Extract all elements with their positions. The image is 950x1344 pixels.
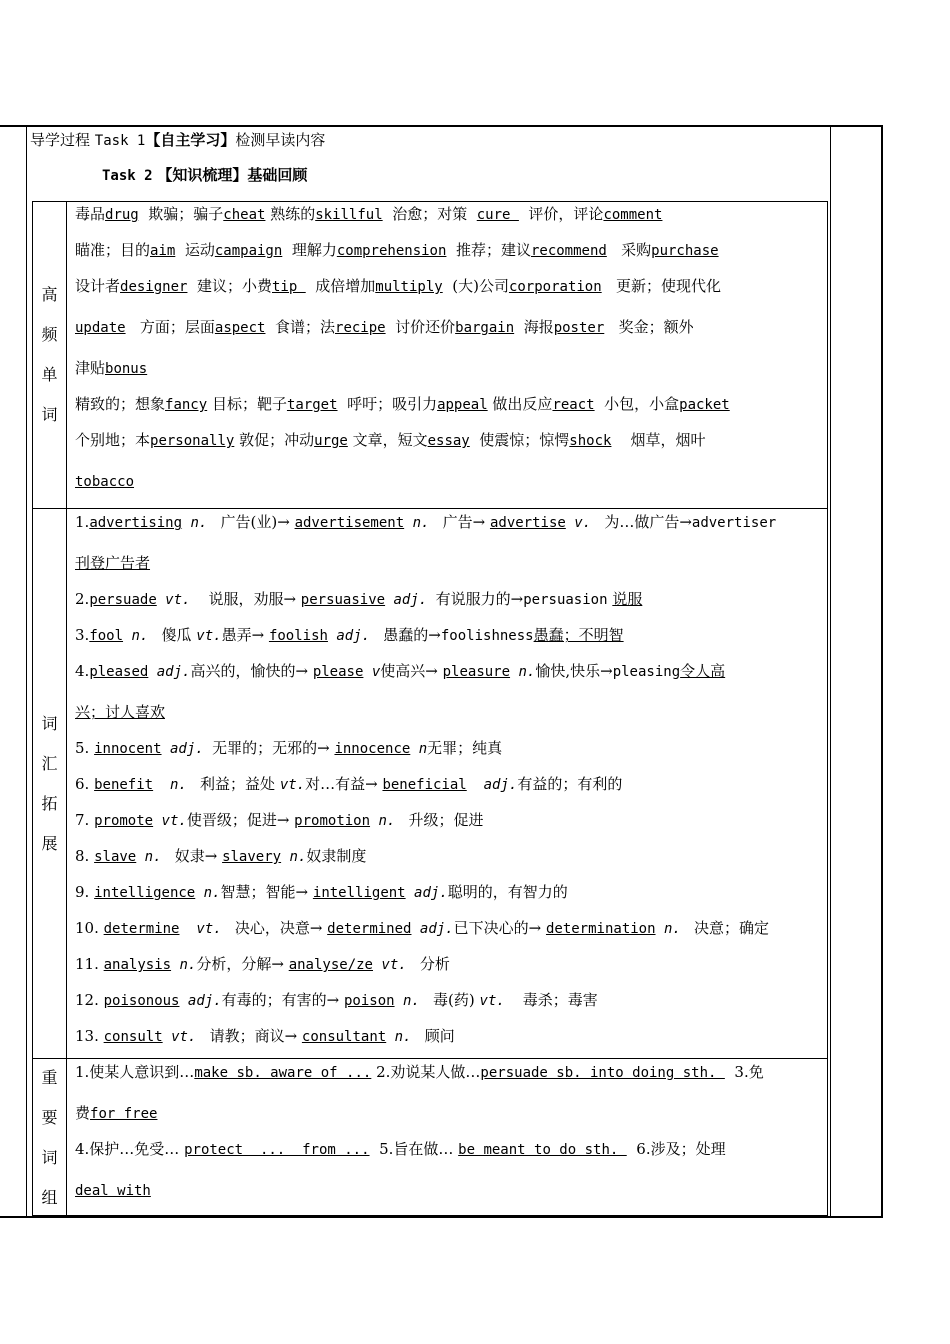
prompt-text: advertiser [691, 515, 777, 531]
answer-text: benefit [94, 777, 154, 793]
answer-text: persuade sb. into doing sth. [480, 1065, 725, 1081]
prompt-text: 11. [75, 955, 104, 973]
answer-text: cheat [223, 207, 266, 223]
answer-text: urge [314, 433, 348, 449]
section-label [33, 1059, 67, 1216]
content-line [75, 204, 821, 225]
prompt-text: v [363, 664, 381, 680]
prompt-text: 推荐；建议 [446, 241, 531, 259]
answer-text: recommend [530, 243, 607, 259]
prompt-text: vt. [162, 1029, 205, 1045]
prompt-text: 广告→ [437, 513, 490, 531]
section-key-phrases [33, 1058, 827, 1216]
answer-text: tobacco [75, 474, 135, 490]
answer-text: advertise [489, 515, 566, 531]
section-label-char: 词 [41, 405, 58, 424]
prompt-text: 使震惊；惊愕 [469, 431, 570, 449]
section-high-frequency-words [33, 202, 827, 508]
section-label-char: 单 [41, 365, 58, 384]
prompt-text: 6. [75, 775, 95, 793]
answer-text: promotion [294, 813, 371, 829]
prompt-text: vt. [373, 957, 416, 973]
prompt-text: n. [510, 664, 536, 680]
prompt-text: 海报 [514, 318, 554, 336]
prompt-text: 食谱；法 [265, 318, 336, 336]
prompt-text: 8. [75, 847, 95, 865]
prompt-text: 津贴 [75, 359, 106, 377]
content-line [75, 774, 821, 795]
content-line [75, 1026, 821, 1047]
section-label [33, 202, 67, 508]
content-line [75, 990, 821, 1011]
answer-text: determined [327, 921, 412, 937]
task-1-desc: 检测早读内容 [235, 131, 326, 149]
answer-text: multiply [375, 279, 443, 295]
prompt-text: 无罪；纯真 [427, 739, 503, 757]
answer-text: persuasive [300, 592, 386, 608]
prompt-text: 9. [75, 883, 95, 901]
answer-text: comment [603, 207, 663, 223]
prompt-text: 费 [75, 1104, 91, 1122]
content-line [75, 702, 821, 722]
prompt-text: 治愈；对策 [382, 205, 477, 223]
prompt-text: 分析 [415, 955, 450, 973]
answer-text: skillful [315, 207, 383, 223]
answer-text: update [75, 320, 126, 336]
answer-text: intelligence [94, 885, 196, 901]
prompt-text: 奖金；额外 [604, 318, 694, 336]
prompt-text: 广告(业)→ [215, 513, 295, 531]
prompt-text: 建议；小费 [187, 277, 272, 295]
prompt-text: n. [182, 515, 216, 531]
prompt-text: 方面；层面 [125, 318, 215, 336]
section-label-char: 汇 [41, 754, 58, 773]
prompt-text: 4. [75, 662, 90, 680]
content-line [75, 882, 821, 903]
content-line [75, 846, 821, 867]
answer-text: protect ... from ... [184, 1142, 370, 1158]
prompt-text: vt. [156, 592, 199, 608]
section-label-char: 高 [41, 285, 58, 304]
prompt-text: 6.涉及；处理 [626, 1140, 726, 1158]
answer-text: poisonous [103, 993, 180, 1009]
prompt-text: 愚蠢的→ [378, 626, 441, 644]
content-line [75, 1180, 821, 1201]
prompt-text: 已下决心的→ [453, 919, 546, 937]
prompt-text: n [410, 741, 428, 757]
prompt-text: (大)公司 [442, 277, 509, 295]
prompt-text: 利益；益处 [195, 775, 280, 793]
prompt-text: 小包，小盒 [594, 395, 680, 413]
section-label-char: 展 [41, 834, 58, 853]
answer-text: fool [89, 628, 124, 644]
answer-text: be meant to do sth. [458, 1142, 627, 1158]
prompt-text: 欺骗；骗子 [138, 205, 224, 223]
prompt-text: 3.免 [724, 1063, 764, 1081]
answer-text: 令人高 [680, 662, 726, 680]
prompt-text: 7. [75, 811, 95, 829]
answer-text: appeal [437, 397, 488, 413]
prompt-text: 愉快,快乐→ [535, 662, 613, 680]
answer-text: 兴；讨人喜欢 [75, 703, 166, 721]
prompt-text: 说服，劝服→ [198, 590, 301, 608]
answer-text: packet [679, 397, 730, 413]
content-line [75, 918, 821, 939]
prompt-text: 做出反应 [487, 395, 553, 413]
answer-text: aim [150, 243, 176, 259]
answer-text: analysis [103, 957, 172, 973]
content-line [75, 358, 821, 379]
prompt-text: 决意；确定 [689, 919, 770, 937]
prompt-text: 烟草，烟叶 [611, 431, 706, 449]
answer-text: pleasure [442, 664, 511, 680]
prompt-text: 讨价还价 [385, 318, 456, 336]
answer-text: corporation [508, 279, 602, 295]
answer-text: target [286, 397, 338, 413]
answer-text: determination [545, 921, 656, 937]
prompt-text: 个别地；本 [75, 431, 151, 449]
prompt-text: foolishness [440, 628, 534, 644]
answer-text: advertisement [294, 515, 405, 531]
lesson-table [0, 125, 883, 1218]
prompt-text: 对…有益→ [305, 775, 383, 793]
task-1-label: Task 1 [94, 133, 146, 149]
answer-text: 说服 [612, 590, 643, 608]
content-line [75, 240, 821, 261]
prompt-text: 毒杀；毒害 [513, 991, 598, 1009]
answer-text: analyse/ze [288, 957, 373, 973]
prompt-text: 顾问 [419, 1027, 455, 1045]
content-line [75, 589, 821, 610]
section-label-char: 要 [41, 1107, 58, 1127]
prompt-text: 3. [75, 626, 90, 644]
content-line [75, 661, 821, 682]
prompt-text: 请教；商议→ [204, 1027, 302, 1045]
right-column-divider [830, 127, 831, 1216]
content-line [75, 512, 821, 533]
answer-text: slavery [222, 849, 282, 865]
prompt-text: 为…做广告→ [599, 513, 692, 531]
prompt-text: v. [565, 515, 600, 531]
prompt-text: pleasing [612, 664, 681, 680]
section-label [33, 509, 67, 1059]
prompt-text: 愚弄→ [221, 626, 269, 644]
content-line [75, 317, 821, 338]
answer-text: personally [150, 433, 235, 449]
answer-text: shock [569, 433, 612, 449]
answer-text: for free [90, 1106, 158, 1122]
prompt-text: vt. [279, 777, 306, 793]
prompt-text: 2. [75, 590, 90, 608]
prompt-text: 瞄准；目的 [75, 241, 151, 259]
task-1-title: 【自主学习】 [145, 131, 236, 149]
prompt-text: n. [281, 849, 307, 865]
prompt-text: 傻瓜 [156, 626, 197, 644]
answer-text: bonus [105, 361, 148, 377]
answer-text: aspect [214, 320, 266, 336]
prompt-text: n. [386, 1029, 420, 1045]
prompt-text: vt. [179, 921, 231, 937]
content-line [75, 1103, 821, 1124]
prompt-text: 设计者 [75, 277, 121, 295]
answer-text: innocence [334, 741, 411, 757]
prompt-text: n. [123, 628, 157, 644]
section-label-char: 组 [41, 1187, 58, 1207]
answer-text: purchase [651, 243, 719, 259]
prompt-text: 2.劝说某人做… [371, 1063, 481, 1081]
answer-text: comprehension [336, 243, 447, 259]
content-line [75, 553, 821, 573]
answer-text: deal with [75, 1183, 151, 1199]
prompt-text: 有毒的；有害的→ [221, 991, 344, 1009]
prompt-text: 更新；使现代化 [601, 277, 721, 295]
section-label-char: 频 [41, 325, 58, 344]
answer-text: make sb. aware of ... [194, 1065, 372, 1081]
prompt-text: 目标；靶子 [207, 395, 287, 413]
prompt-text: adj. [327, 628, 379, 644]
prompt-text: n. [404, 515, 438, 531]
section-content [75, 1059, 821, 1216]
prompt-text: 有益的；有利的 [517, 775, 623, 793]
prompt-text: n. [171, 957, 197, 973]
header-guide-label: 导学过程 [30, 131, 95, 149]
answer-text: bargain [455, 320, 515, 336]
prompt-text: 1.使某人意识到… [75, 1063, 195, 1081]
prompt-text: persuasion [523, 592, 608, 608]
content-line [75, 471, 821, 492]
prompt-text: 有说服力的→ [435, 590, 524, 608]
prompt-text: 使高兴→ [380, 662, 443, 680]
prompt-text: 5.旨在做… [369, 1140, 459, 1158]
content-line [75, 1139, 821, 1160]
answer-text: promote [94, 813, 154, 829]
header-line-2 [102, 164, 307, 185]
prompt-text: n. [153, 777, 196, 793]
prompt-text: vt. [196, 628, 222, 644]
section-label-char: 拓 [41, 794, 58, 813]
section-vocabulary-expansion [33, 508, 827, 1059]
prompt-text: 采购 [606, 241, 652, 259]
prompt-text: n. [655, 921, 690, 937]
prompt-text: 毒(药) [428, 991, 480, 1009]
answer-text: campaign [214, 243, 283, 259]
answer-text: slave [94, 849, 137, 865]
prompt-text: adj. [179, 993, 222, 1009]
prompt-text: 5. [75, 739, 95, 757]
answer-text: tip [272, 279, 306, 295]
header-line-1 [30, 129, 325, 150]
answer-text: 愚蠢；不明智 [533, 626, 624, 644]
section-content [75, 202, 821, 508]
left-column-divider [26, 127, 27, 1216]
prompt-text: 聪明的，有智力的 [447, 883, 568, 901]
prompt-text: n. [370, 813, 404, 829]
answer-text: poison [343, 993, 395, 1009]
content-line [75, 276, 821, 297]
prompt-text: 评价，评论 [518, 205, 604, 223]
prompt-text: adj. [466, 777, 518, 793]
prompt-text: adj. [405, 885, 448, 901]
content-line [75, 738, 821, 759]
prompt-text: adj. [161, 741, 213, 757]
answer-text: designer [120, 279, 188, 295]
answer-text: recipe [335, 320, 386, 336]
prompt-text: 成倍增加 [305, 277, 376, 295]
prompt-text: n. [136, 849, 170, 865]
prompt-text: n. [195, 885, 221, 901]
prompt-text: 1. [75, 513, 90, 531]
answer-text: foolish [268, 628, 328, 644]
prompt-text: 4.保护…免受… [75, 1140, 185, 1158]
section-label-char: 词 [41, 1147, 58, 1167]
answer-text: poster [553, 320, 605, 336]
prompt-text: 智慧；智能→ [220, 883, 313, 901]
prompt-text: vt. [153, 813, 187, 829]
answer-text: beneficial [382, 777, 467, 793]
answer-text: pleased [89, 664, 149, 680]
prompt-text: 熟练的 [265, 205, 316, 223]
prompt-text: 理解力 [282, 241, 337, 259]
prompt-text: 运动 [175, 241, 215, 259]
prompt-text: 精致的；想象 [75, 395, 166, 413]
prompt-text: 奴隶→ [169, 847, 223, 865]
prompt-text: 使晋级；促进→ [186, 811, 295, 829]
task-2-title: 【知识梳理】基础回顾 [157, 166, 308, 184]
prompt-text: 无罪的；无邪的→ [212, 739, 335, 757]
prompt-text: adj. [411, 921, 454, 937]
answer-text: drug [105, 207, 139, 223]
prompt-text: 奴隶制度 [306, 847, 367, 865]
content-line [75, 810, 821, 831]
prompt-text: 敦促；冲动 [234, 431, 315, 449]
answer-text: persuade [89, 592, 157, 608]
prompt-text: adj. [385, 592, 436, 608]
prompt-text: 决心，决意→ [230, 919, 328, 937]
prompt-text: n. [394, 993, 429, 1009]
content-line [75, 625, 821, 646]
prompt-text: 呼吁；吸引力 [337, 395, 438, 413]
answer-text: fancy [165, 397, 208, 413]
answer-text: please [312, 664, 364, 680]
answer-text: advertising [89, 515, 183, 531]
content-line [75, 430, 821, 451]
answer-text: cure [476, 207, 519, 223]
prompt-text: vt. [479, 993, 514, 1009]
knowledge-table [32, 201, 828, 1216]
prompt-text: 12. [75, 991, 104, 1009]
answer-text: react [552, 397, 595, 413]
prompt-text: 分析，分解→ [196, 955, 289, 973]
answer-text: consultant [301, 1029, 387, 1045]
prompt-text: 高兴的，愉快的→ [190, 662, 313, 680]
content-line [75, 954, 821, 975]
section-label-char: 重 [41, 1067, 58, 1087]
answer-text: essay [427, 433, 470, 449]
section-content [75, 509, 821, 1059]
content-line [75, 394, 821, 415]
task-2-label: Task 2 [102, 168, 153, 184]
prompt-text: 升级；促进 [403, 811, 484, 829]
prompt-text: adj. [148, 664, 191, 680]
prompt-text: 13. [75, 1027, 104, 1045]
content-line [75, 1062, 821, 1083]
prompt-text: 10. [75, 919, 104, 937]
prompt-text: 毒品 [75, 205, 106, 223]
answer-text: intelligent [312, 885, 406, 901]
answer-text: innocent [94, 741, 162, 757]
answer-text: consult [103, 1029, 163, 1045]
answer-text: determine [103, 921, 180, 937]
answer-text: 刊登广告者 [75, 554, 151, 572]
section-label-char: 词 [41, 714, 58, 733]
prompt-text: 文章，短文 [347, 431, 428, 449]
